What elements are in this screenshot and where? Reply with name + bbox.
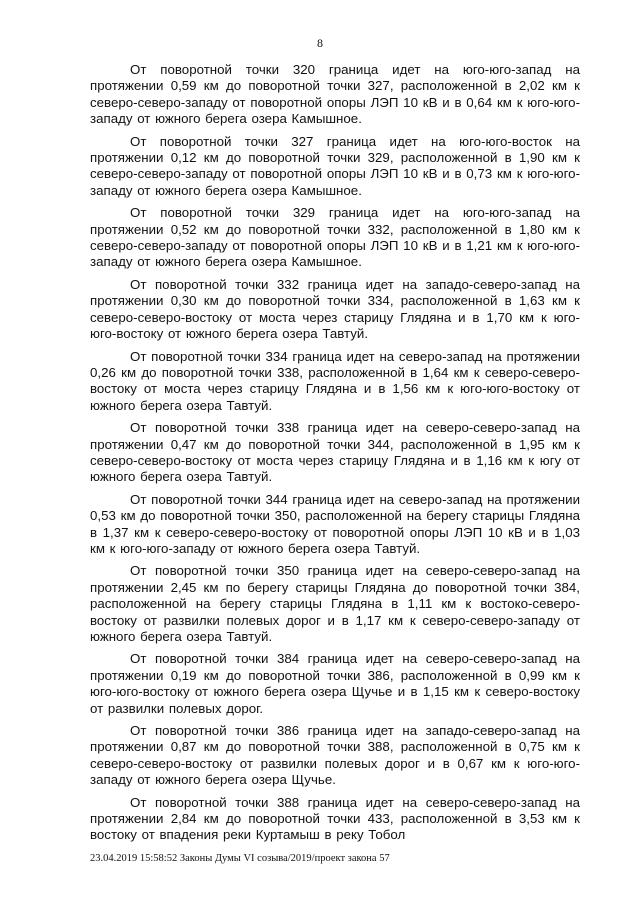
paragraph: От поворотной точки 332 граница идет на западо-северо-запад на протяжении 0,30 км до поворотной точки 334, расположенной в 1,63 км к северо-северо-востоку от моста через старицу Глядяна и в 1,70 км к юго-юго-востоку от южного берега озера Тавтуй. (90, 276, 580, 342)
document-body (90, 62, 580, 850)
paragraph: От поворотной точки 384 граница идет на северо-северо-запад на протяжении 0,19 км до поворотной точки 386, расположенной в 0,99 км к юго-юго-востоку от южного берега озера Щучье и в 1,15 км к северо-востоку от развилки полевых дорог. (90, 651, 580, 716)
document-footer: 23.04.2019 15:58:52 Законы Думы VI созыва/2019/проект закона 57 (90, 853, 390, 864)
paragraph: От поворотной точки 334 граница идет на северо-запад на протяжении 0,26 км до поворотной точки 338, расположенной в 1,64 км к северо-северо-востоку от моста через старицу Глядяна и в 1,56 км к юго-юго-востоку от южного берега озера Тавтуй. (90, 348, 580, 413)
paragraph: От поворотной точки 344 граница идет на северо-запад на протяжении 0,53 км до поворотной точки 350, расположенной на берегу старицы Глядяна в 1,37 км к северо-северо-востоку от поворотной опоры ЛЭП 10 кВ и в 1,03 км к юго-юго-западу от южного берега озера Тавтуй. (90, 491, 580, 556)
paragraph: От поворотной точки 327 граница идет на юго-юго-восток на протяжении 0,12 км до поворотной точки 329, расположенной в 1,90 км к северо-северо-западу от поворотной опоры ЛЭП 10 кВ и в 0,73 км к юго-юго-западу от южного берега озера Камышное. (90, 133, 580, 198)
paragraph: От поворотной точки 320 граница идет на юго-юго-запад на протяжении 0,59 км до поворотной точки 327, расположенной в 2,02 км к северо-северо-западу от поворотной опоры ЛЭП 10 кВ и в 0,64 км к юго-юго-западу от южного берега озера Камышное. (90, 62, 580, 127)
paragraph: От поворотной точки 350 граница идет на северо-северо-запад на протяжении 2,45 км по берегу старицы Глядяна до поворотной точки 384, расположенной на берегу старицы Глядяна в 1,11 км к востоко-северо-востоку от развилки полевых дорог и в 1,17 км к северо-северо-западу от южного берега озера Тавтуй. (90, 563, 580, 644)
paragraph: От поворотной точки 338 граница идет на северо-северо-запад на протяжении 0,47 км до поворотной точки 344, расположенной в 1,95 км к северо-северо-востоку от моста через старицу Глядяна и в 1,16 км к югу от южного берега озера Тавтуй. (90, 420, 580, 485)
paragraph: От поворотной точки 329 граница идет на юго-юго-запад на протяжении 0,52 км до поворотной точки 332, расположенной в 1,80 км к северо-северо-западу от поворотной опоры ЛЭП 10 кВ и в 1,21 км к юго-юго-западу от южного берега озера Камышное. (90, 205, 580, 270)
paragraph: От поворотной точки 388 граница идет на северо-северо-запад на протяжении 2,84 км до поворотной точки 433, расположенной в 3,53 км к востоку от впадения реки Куртамыш в реку Тобол (90, 794, 580, 843)
paragraph: От поворотной точки 386 граница идет на западо-северо-запад на протяжении 0,87 км до поворотной точки 388, расположенной в 0,75 км к северо-северо-востоку от развилки полевых дорог и в 0,67 км к юго-юго-западу от южного берега озера Щучье. (90, 723, 580, 788)
page-number: 8 (317, 36, 323, 50)
